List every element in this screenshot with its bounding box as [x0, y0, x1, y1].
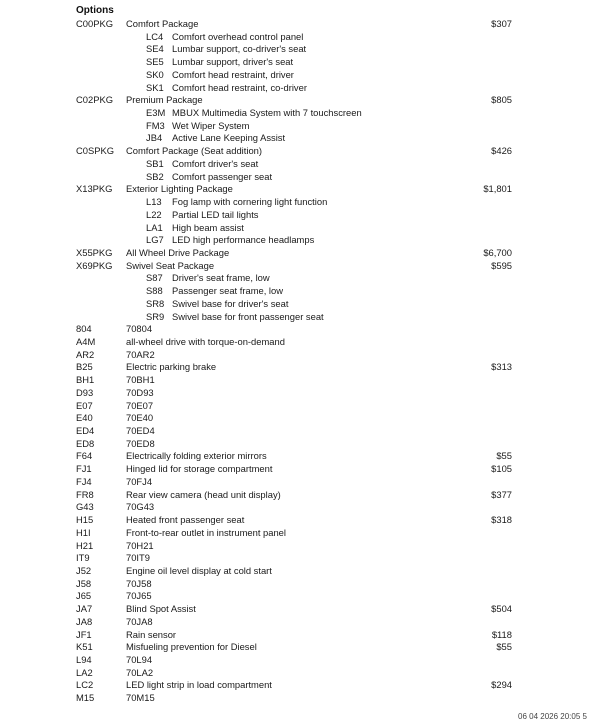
- option-row: [0, 616, 598, 629]
- option-desc: Hinged lid for storage compartment: [126, 463, 273, 475]
- option-row: [0, 603, 598, 616]
- package-item-desc: Fog lamp with cornering light function: [172, 196, 328, 208]
- package-price: $805: [491, 94, 512, 106]
- package-item-desc: Swivel base for front passenger seat: [172, 310, 324, 322]
- option-desc: all-wheel drive with torque-on-demand: [126, 336, 285, 347]
- option-row: [0, 552, 598, 565]
- option-code: LA2: [76, 666, 93, 678]
- option-code: JA7: [76, 603, 93, 615]
- option-code: B25: [76, 361, 93, 373]
- option-row: [0, 565, 598, 578]
- option-desc: Misfueling prevention for Diesel: [126, 641, 257, 653]
- option-code: M15: [76, 692, 95, 704]
- package-name: Premium Package: [126, 94, 203, 106]
- option-row: [0, 463, 598, 476]
- option-desc: 70E40: [126, 412, 154, 424]
- option-code: AR2: [76, 348, 95, 360]
- option-code: H15: [76, 514, 94, 526]
- package-item-row: [0, 43, 598, 56]
- package-price: $307: [491, 18, 512, 29]
- package-item-desc: Comfort driver's seat: [172, 157, 259, 169]
- package-item-desc: Comfort head restraint, driver: [172, 68, 294, 80]
- option-desc: LED light strip in load compartment: [126, 679, 272, 691]
- option-code: BH1: [76, 374, 95, 386]
- option-code: A4M: [76, 336, 96, 347]
- package-item-code: S87: [146, 272, 163, 284]
- option-desc: 70M15: [126, 692, 155, 704]
- package-code: X69PKG: [76, 259, 113, 271]
- option-price: $377: [491, 488, 512, 500]
- option-price: $318: [491, 514, 512, 526]
- package-item-row: [0, 158, 598, 171]
- option-code: ED4: [76, 425, 95, 437]
- option-code: J52: [76, 564, 92, 576]
- option-row: [0, 667, 598, 680]
- option-code: FR8: [76, 488, 94, 500]
- package-item-row: [0, 82, 598, 95]
- package-item-row: [0, 31, 598, 44]
- package-row: [0, 260, 598, 273]
- package-item-desc: Comfort passenger seat: [172, 170, 273, 182]
- package-item-desc: Lumbar support, co-driver's seat: [172, 43, 307, 55]
- option-desc: 70IT9: [126, 552, 150, 564]
- package-row: [0, 145, 598, 158]
- option-row: [0, 514, 598, 527]
- package-item-code: SB1: [146, 157, 164, 169]
- option-desc: Front-to-rear outlet in instrument panel: [126, 526, 286, 538]
- package-item-row: [0, 171, 598, 184]
- package-item-code: E3M: [146, 107, 166, 119]
- package-item-code: SB2: [146, 170, 164, 182]
- package-price: $426: [491, 145, 512, 157]
- option-desc: 70BH1: [126, 374, 155, 386]
- option-code: LC2: [76, 679, 94, 691]
- option-desc: Rear view camera (head unit display): [126, 488, 281, 500]
- package-item-row: [0, 120, 598, 133]
- option-price: $504: [491, 603, 512, 615]
- option-desc: 70L94: [126, 654, 153, 665]
- package-item-desc: LED high performance headlamps: [172, 234, 315, 246]
- package-item-desc: High beam assist: [172, 221, 244, 233]
- package-code: X55PKG: [76, 246, 113, 258]
- option-row: [0, 692, 598, 705]
- option-code: J58: [76, 577, 92, 589]
- option-desc: 70E07: [126, 399, 154, 411]
- package-item-row: [0, 272, 598, 285]
- option-row: [0, 323, 598, 336]
- options-heading: Options: [76, 5, 114, 16]
- package-name: Swivel Seat Package: [126, 259, 215, 271]
- option-row: [0, 387, 598, 400]
- package-item-desc: Lumbar support, driver's seat: [172, 56, 294, 68]
- package-price: $1,801: [483, 183, 512, 195]
- option-code: 804: [76, 323, 92, 335]
- package-item-row: [0, 285, 598, 298]
- package-price: $595: [491, 259, 512, 271]
- option-row: [0, 438, 598, 451]
- option-desc: Rain sensor: [126, 628, 177, 640]
- package-row: [0, 94, 598, 107]
- package-item-row: [0, 132, 598, 145]
- package-item-code: FM3: [146, 119, 165, 131]
- option-code: ED8: [76, 437, 95, 449]
- package-item-row: [0, 298, 598, 311]
- option-desc: 70ED4: [126, 425, 155, 437]
- option-desc: 70H21: [126, 539, 154, 551]
- package-name: Exterior Lighting Package: [126, 183, 233, 195]
- option-row: [0, 361, 598, 374]
- package-price: $6,700: [483, 246, 512, 258]
- package-item-desc: Passenger seat frame, low: [172, 285, 283, 297]
- package-name: Comfort Package: [126, 18, 199, 29]
- option-desc: 70804: [126, 323, 153, 335]
- option-row: [0, 501, 598, 514]
- option-desc: 70J58: [126, 577, 152, 589]
- option-desc: 70G43: [126, 501, 155, 513]
- option-desc: Blind Spot Assist: [126, 603, 196, 615]
- package-item-code: S88: [146, 285, 163, 297]
- option-price: $118: [491, 628, 512, 640]
- package-item-desc: Partial LED tail lights: [172, 208, 259, 220]
- package-item-code: LA1: [146, 221, 163, 233]
- option-desc: Heated front passenger seat: [126, 514, 245, 526]
- package-item-code: LC4: [146, 30, 164, 42]
- option-code: K51: [76, 641, 93, 653]
- package-item-desc: Comfort overhead control panel: [172, 30, 304, 42]
- option-row: [0, 450, 598, 463]
- option-code: F64: [76, 450, 93, 462]
- option-row: [0, 336, 598, 349]
- option-desc: 70LA2: [126, 666, 154, 678]
- option-row: [0, 412, 598, 425]
- package-name: Comfort Package (Seat addition): [126, 145, 263, 157]
- package-item-row: [0, 56, 598, 69]
- package-row: [0, 247, 598, 260]
- option-desc: 70D93: [126, 386, 154, 398]
- option-code: IT9: [76, 552, 90, 564]
- option-code: E40: [76, 412, 93, 424]
- option-code: H21: [76, 539, 94, 551]
- package-item-desc: Active Lane Keeping Assist: [172, 132, 286, 144]
- package-item-code: SK0: [146, 68, 164, 80]
- package-item-row: [0, 234, 598, 247]
- option-row: [0, 349, 598, 362]
- package-item-desc: Swivel base for driver's seat: [172, 297, 289, 309]
- option-desc: Electric parking brake: [126, 361, 217, 373]
- option-desc: 70J65: [126, 590, 152, 602]
- option-row: [0, 679, 598, 692]
- option-price: $105: [491, 463, 512, 475]
- package-item-desc: Comfort head restraint, co-driver: [172, 81, 307, 93]
- option-code: H1I: [76, 526, 91, 538]
- print-footer-timestamp: 06 04 2026 20:05 5: [518, 712, 587, 721]
- package-code: C0SPKG: [76, 145, 115, 157]
- package-item-code: LG7: [146, 234, 164, 246]
- package-item-row: [0, 311, 598, 324]
- option-code: E07: [76, 399, 93, 411]
- option-row: [0, 400, 598, 413]
- option-price: $294: [491, 679, 512, 691]
- option-row: [0, 540, 598, 553]
- option-desc: 70ED8: [126, 437, 155, 449]
- option-row: [0, 374, 598, 387]
- package-item-code: L13: [146, 196, 162, 208]
- option-code: D93: [76, 386, 94, 398]
- option-code: FJ4: [76, 475, 92, 487]
- option-code: FJ1: [76, 463, 92, 475]
- package-item-row: [0, 69, 598, 82]
- option-row: [0, 527, 598, 540]
- option-code: JA8: [76, 615, 93, 627]
- package-item-desc: Driver's seat frame, low: [172, 272, 270, 284]
- package-item-code: SR9: [146, 310, 165, 322]
- package-code: X13PKG: [76, 183, 113, 195]
- package-item-row: [0, 107, 598, 120]
- package-item-desc: MBUX Multimedia System with 7 touchscreen: [172, 107, 362, 119]
- option-code: G43: [76, 501, 94, 513]
- package-item-code: SK1: [146, 81, 164, 93]
- package-item-desc: Wet Wiper System: [172, 119, 250, 131]
- package-item-row: [0, 196, 598, 209]
- package-item-code: SR8: [146, 297, 165, 309]
- package-row: [0, 18, 598, 31]
- package-row: [0, 183, 598, 196]
- option-desc: 70JA8: [126, 615, 153, 627]
- option-code: JF1: [76, 628, 92, 640]
- package-item-row: [0, 209, 598, 222]
- package-item-row: [0, 222, 598, 235]
- option-price: $55: [496, 450, 512, 462]
- option-price: $313: [491, 361, 512, 373]
- option-row: [0, 489, 598, 502]
- package-item-code: SE5: [146, 56, 164, 68]
- package-name: All Wheel Drive Package: [126, 246, 230, 258]
- option-desc: Electrically folding exterior mirrors: [126, 450, 267, 462]
- package-code: C00PKG: [76, 18, 113, 29]
- option-desc: 70FJ4: [126, 475, 153, 487]
- package-item-code: JB4: [146, 132, 163, 144]
- option-row: [0, 476, 598, 489]
- option-code: L94: [76, 654, 92, 665]
- option-code: J65: [76, 590, 92, 602]
- package-item-code: L22: [146, 208, 162, 220]
- option-row: [0, 654, 598, 667]
- option-row: [0, 629, 598, 642]
- option-row: [0, 578, 598, 591]
- package-code: C02PKG: [76, 94, 113, 106]
- option-row: [0, 425, 598, 438]
- option-row: [0, 590, 598, 603]
- option-desc: 70AR2: [126, 348, 155, 360]
- option-row: [0, 641, 598, 654]
- package-item-code: SE4: [146, 43, 164, 55]
- option-price: $55: [496, 641, 512, 653]
- option-desc: Engine oil level display at cold start: [126, 564, 272, 576]
